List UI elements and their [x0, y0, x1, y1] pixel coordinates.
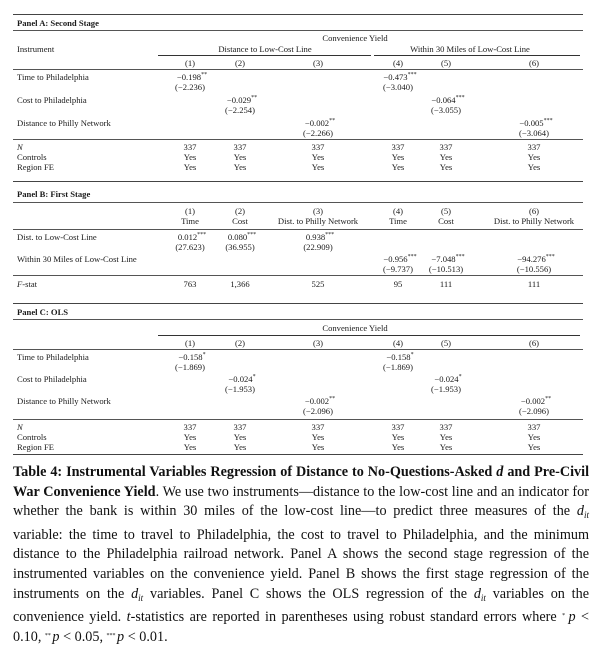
column-number: (1): [184, 58, 196, 68]
fstat-value: 763: [183, 279, 197, 289]
stat-label: Region FE: [17, 442, 55, 452]
significance-stars: ***: [455, 95, 465, 101]
significance-stars: ***: [543, 118, 553, 124]
significance-stars: ***: [407, 72, 417, 78]
column-number: (1): [184, 338, 196, 348]
column-number: (6): [528, 58, 540, 68]
coefficient-cell: [305, 118, 335, 128]
stat-value: 337: [391, 422, 405, 432]
stat-value: Yes: [439, 152, 453, 162]
caption-body-3: variables. Panel C shows the OLS regression of the: [143, 585, 474, 602]
column-number: (3): [312, 338, 324, 348]
column-label: Cost: [438, 216, 454, 226]
row-label: Within 30 Miles of Low-Cost Line: [17, 254, 137, 264]
significance-stars: **: [201, 72, 208, 78]
sig-1-stars: *: [562, 613, 569, 620]
stat-label: N: [17, 422, 23, 432]
coefficient-cell: [383, 72, 416, 82]
column-number: (4): [392, 58, 404, 68]
coefficient-value: 0.938: [305, 232, 326, 242]
fstat-value: 95: [393, 279, 403, 289]
panel-a-top-rule: [13, 14, 583, 15]
caption-var-2-sub: it: [138, 592, 144, 603]
panel-a-header-rule: [13, 69, 583, 70]
stat-value: Yes: [527, 442, 541, 452]
fstat-value: 111: [439, 279, 453, 289]
significance-stars: *: [458, 374, 462, 380]
coefficient-cell: [434, 374, 461, 384]
coefficient-value: −0.002: [304, 118, 330, 128]
panel-a-group-2-rule: [374, 55, 580, 56]
coefficient-cell: [177, 72, 207, 82]
stat-value: Yes: [311, 152, 325, 162]
fstat-value: 525: [311, 279, 325, 289]
stat-value: Yes: [527, 432, 541, 442]
stat-value: Yes: [183, 442, 197, 452]
stat-label: Controls: [17, 152, 47, 162]
stat-value: 337: [183, 142, 197, 152]
coefficient-cell: [517, 254, 554, 264]
coefficient-cell: [228, 374, 255, 384]
t-statistic-cell: (−10.556): [516, 264, 552, 274]
stat-value: 337: [233, 142, 247, 152]
row-label: Distance to Philly Network: [17, 118, 111, 128]
coefficient-value: −0.002: [520, 396, 546, 406]
coefficient-value: −0.024: [228, 374, 253, 384]
stat-value: Yes: [439, 432, 453, 442]
stat-value: 337: [439, 142, 453, 152]
coefficient-value: 0.080: [227, 232, 248, 242]
column-number: (3): [312, 58, 324, 68]
panel-a-title-rule: [13, 30, 583, 31]
column-number: (5): [440, 338, 452, 348]
significance-stars: **: [329, 118, 336, 124]
table-caption: [13, 463, 589, 647]
column-number: (6): [528, 206, 540, 216]
panel-a-group-1-rule: [158, 55, 371, 56]
panel-b-title-rule: [13, 202, 583, 203]
t-statistic-cell: (22.909): [303, 242, 333, 252]
stat-value: Yes: [233, 432, 247, 442]
fstat-value: 1,366: [230, 279, 250, 289]
t-statistic-cell: (−3.040): [383, 82, 413, 92]
panel-b-header-rule: [13, 229, 583, 230]
caption-var-1: d: [576, 503, 584, 520]
panel-b-fstat-rule: [13, 275, 583, 276]
caption-label: Table 4:: [13, 464, 63, 480]
significance-stars: ***: [325, 232, 335, 238]
stat-value: Yes: [311, 442, 325, 452]
coefficient-cell: [178, 352, 205, 362]
stat-value: Yes: [183, 152, 197, 162]
t-statistic-cell: (36.955): [225, 242, 255, 252]
caption-body-4: variables on the convenience yield.: [13, 585, 589, 626]
stat-value: 337: [311, 422, 325, 432]
stat-value: Yes: [233, 152, 247, 162]
sig-2-p: p: [52, 628, 60, 645]
row-label: Cost to Philadelphia: [17, 95, 87, 105]
coefficient-value: −0.029: [226, 95, 252, 105]
column-number: (2): [234, 338, 246, 348]
coefficient-cell: [305, 396, 335, 406]
t-statistic-cell: (27.623): [175, 242, 205, 252]
t-statistic-cell: (−2.096): [519, 406, 549, 416]
stat-label: Region FE: [17, 162, 55, 172]
panel-a-stub-header: Instrument: [17, 44, 55, 54]
caption-var-1-sub: it: [583, 510, 589, 521]
row-label: Dist. to Low-Cost Line: [17, 232, 97, 242]
sig-2-stars: **: [44, 632, 53, 639]
panel-c-header-rule: [13, 349, 583, 350]
coefficient-value: 0.012: [177, 232, 198, 242]
significance-stars: *: [410, 352, 414, 358]
coefficient-cell: [228, 232, 256, 242]
column-label: Time: [389, 216, 407, 226]
coefficient-value: −0.002: [304, 396, 330, 406]
stat-value: Yes: [311, 432, 325, 442]
coefficient-value: −94.276: [517, 254, 546, 264]
coefficient-cell: [383, 254, 416, 264]
panel-a-stats-rule: [13, 139, 583, 140]
sig-1-p: p: [568, 609, 576, 626]
t-statistic-cell: (−9.737): [383, 264, 413, 274]
stat-value: 337: [527, 142, 541, 152]
coefficient-cell: [519, 118, 552, 128]
stat-value: 337: [233, 422, 247, 432]
row-label: Time to Philadelphia: [17, 72, 89, 82]
caption-title: Instrumental Variables Regression of Distance to No-Questions-Asked: [66, 464, 493, 480]
panel-c-stats-rule: [13, 419, 583, 420]
caption-body-5: -statistics are reported in parentheses using robust standard errors where: [130, 609, 563, 626]
panel-a-group-2: Within 30 Miles of Low-Cost Line: [410, 44, 530, 54]
column-number: (6): [528, 338, 540, 348]
coefficient-value: −0.005: [519, 118, 544, 128]
coefficient-cell: [306, 232, 334, 242]
t-statistic-cell: (−10.513): [428, 264, 464, 274]
stat-value: 337: [439, 422, 453, 432]
significance-stars: ***: [197, 232, 207, 238]
sig-1-rest: < 0.10,: [13, 609, 590, 645]
significance-stars: ***: [455, 254, 465, 260]
stat-value: Yes: [183, 432, 197, 442]
t-statistic-cell: (−1.953): [225, 384, 255, 394]
t-statistic-cell: (−2.096): [303, 406, 333, 416]
t-statistic-cell: (−1.869): [383, 362, 413, 372]
coefficient-value: −0.064: [431, 95, 456, 105]
column-number: (5): [440, 206, 452, 216]
coefficient-cell: [431, 254, 464, 264]
stat-value: Yes: [233, 442, 247, 452]
sig-3-p: p: [117, 628, 125, 645]
stat-value: Yes: [391, 152, 405, 162]
coefficient-value: −0.198: [176, 72, 202, 82]
caption-body-1: . We use two instruments—distance to the low-cost line and an indicator for whether the bank is within 30 miles of the low-cost line—to predict three measures of the: [13, 483, 589, 520]
row-label: Distance to Philly Network: [17, 396, 111, 406]
stat-value: Yes: [391, 442, 405, 452]
stat-value: 337: [527, 422, 541, 432]
coefficient-cell: [431, 95, 464, 105]
significance-stars: ***: [247, 232, 257, 238]
significance-stars: *: [202, 352, 206, 358]
panel-a-dep-var: Convenience Yield: [322, 33, 388, 43]
stat-value: Yes: [311, 162, 325, 172]
column-label: Dist. to Philly Network: [277, 216, 359, 226]
t-statistic-cell: (−2.236): [175, 82, 205, 92]
significance-stars: ***: [545, 254, 555, 260]
fstat-rest: -stat: [22, 279, 38, 289]
panel-c-bottom-rule: [13, 454, 583, 455]
coefficient-value: −0.956: [383, 254, 408, 264]
coefficient-cell: [521, 396, 551, 406]
coefficient-value: −0.024: [434, 374, 459, 384]
stat-value: Yes: [439, 442, 453, 452]
caption-title-end: and Pre-Civil War Convenience Yield: [13, 464, 590, 500]
caption-title-var: d: [496, 464, 504, 480]
t-statistic-cell: (−2.254): [225, 105, 255, 115]
significance-stars: **: [251, 95, 258, 101]
caption-var-3-sub: it: [480, 592, 486, 603]
t-statistic-cell: (−3.064): [519, 128, 549, 138]
column-number: (4): [392, 206, 404, 216]
stat-value: 337: [311, 142, 325, 152]
row-label: Cost to Philadelphia: [17, 374, 87, 384]
caption-var-3: d: [473, 585, 481, 602]
sig-3-rest: < 0.01.: [124, 628, 168, 645]
significance-stars: *: [252, 374, 256, 380]
column-number: (3): [312, 206, 324, 216]
stat-value: 337: [183, 422, 197, 432]
sig-3-stars: ***: [106, 632, 118, 639]
stat-value: Yes: [439, 162, 453, 172]
panel-c-title-rule: [13, 319, 583, 320]
column-number: (5): [440, 58, 452, 68]
significance-stars: ***: [407, 254, 417, 260]
coefficient-cell: [178, 232, 206, 242]
panel-a-title: Panel A: Second Stage: [17, 18, 99, 28]
stat-value: Yes: [233, 162, 247, 172]
coefficient-cell: [227, 95, 257, 105]
column-label: Time: [181, 216, 199, 226]
stat-value: Yes: [527, 162, 541, 172]
caption-var-2: d: [131, 585, 139, 602]
column-number: (2): [234, 58, 246, 68]
column-number: (1): [184, 206, 196, 216]
coefficient-value: −7.048: [431, 254, 456, 264]
significance-stars: **: [329, 396, 336, 402]
column-label: Cost: [232, 216, 248, 226]
caption-body-2: variable: the time to travel to Philadelphia, the cost to travel to Philadelphia, and the minimum distance to the Philadelphia railroad network. Panel A shows the second stage regression of the instrumented variables on the convenience yield. Panel B shows the first stage regression of the instruments on the: [13, 526, 589, 602]
row-label: Time to Philadelphia: [17, 352, 89, 362]
stat-value: Yes: [391, 162, 405, 172]
panel-c-title: Panel C: OLS: [17, 307, 69, 317]
column-number: (2): [234, 206, 246, 216]
stat-value: 337: [391, 142, 405, 152]
significance-stars: **: [545, 396, 552, 402]
panel-c-dep-var-rule: [158, 335, 580, 336]
panel-a-group-1: Distance to Low-Cost Line: [218, 44, 312, 54]
t-statistic-cell: (−1.953): [431, 384, 461, 394]
fstat-f: F: [17, 279, 23, 289]
coefficient-value: −0.158: [178, 352, 203, 362]
stat-value: Yes: [527, 152, 541, 162]
stat-label: Controls: [17, 432, 47, 442]
panel-c-dep-var: Convenience Yield: [322, 323, 388, 333]
t-statistic-cell: (−1.869): [175, 362, 205, 372]
stat-value: Yes: [391, 432, 405, 442]
t-statistic-cell: (−2.266): [303, 128, 333, 138]
sig-2-rest: < 0.05,: [59, 628, 107, 645]
coefficient-value: −0.473: [383, 72, 408, 82]
stat-value: Yes: [183, 162, 197, 172]
panel-b-fstat-label: [17, 279, 37, 289]
column-label: Dist. to Philly Network: [493, 216, 575, 226]
coefficient-value: −0.158: [386, 352, 411, 362]
stat-label: N: [17, 142, 23, 152]
coefficient-cell: [386, 352, 413, 362]
panel-c-top-rule: [13, 303, 583, 304]
column-number: (4): [392, 338, 404, 348]
fstat-value: 111: [527, 279, 541, 289]
t-statistic-cell: (−3.055): [431, 105, 461, 115]
panel-b-title: Panel B: First Stage: [17, 189, 91, 199]
panel-a-bottom-rule: [13, 181, 583, 182]
caption-tstat: t: [126, 609, 131, 626]
